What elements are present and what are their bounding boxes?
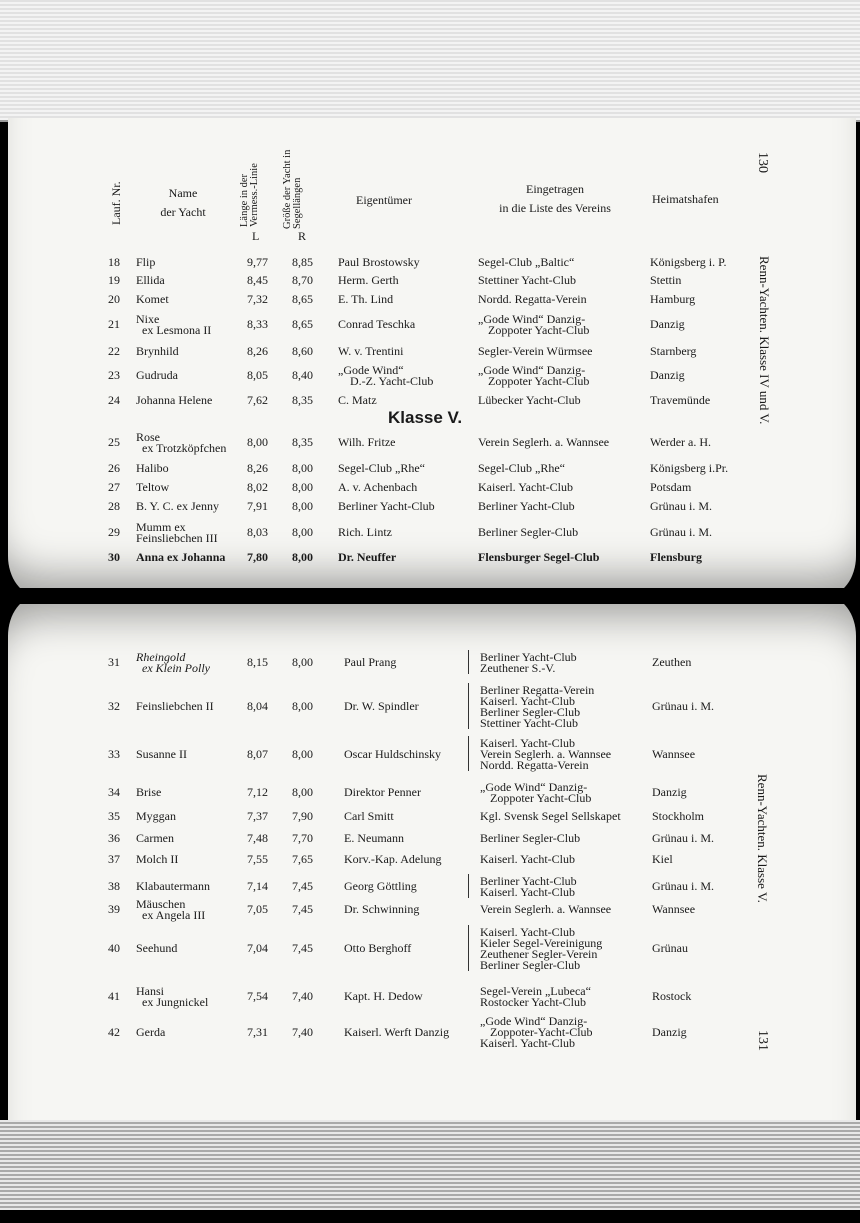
owner: Herm. Gerth: [338, 273, 399, 287]
club-entry: Kgl. Svensk Segel Sellskapet: [480, 809, 621, 823]
yacht-name: Klabautermann: [136, 879, 210, 893]
home-port: Flensburg: [650, 550, 703, 564]
size-r: 8,40: [292, 368, 313, 382]
club-brace: [468, 925, 475, 971]
home-port: Hamburg: [650, 292, 696, 306]
home-port: Potsdam: [650, 480, 692, 494]
size-r: 8,60: [292, 344, 313, 358]
club-entry: Zoppoter Yacht-Club: [488, 322, 590, 337]
length-l: 7,55: [247, 852, 268, 866]
home-port: Grünau i. M.: [650, 525, 712, 539]
home-port: Stettin: [650, 273, 682, 287]
size-r: 8,00: [292, 499, 313, 513]
club-brace: [468, 736, 475, 771]
length-l: 7,54: [247, 989, 268, 1003]
home-port: Danzig: [650, 368, 685, 382]
length-l: 7,80: [247, 550, 268, 564]
club-entry: Kaiserl. Yacht-Club: [480, 884, 575, 899]
size-r: 8,00: [292, 655, 313, 669]
length-l: 7,32: [247, 292, 268, 306]
home-port: Grünau i. M.: [652, 699, 714, 713]
length-l: 8,33: [247, 317, 268, 331]
home-port: Grünau i. M.: [650, 499, 712, 513]
home-port: Wannsee: [652, 747, 696, 761]
yacht-name: Gudruda: [136, 368, 178, 382]
club-entry: Kaiserl. Yacht-Club: [480, 852, 575, 866]
home-port: Zeuthen: [652, 655, 692, 669]
yacht-name: Teltow: [136, 480, 170, 494]
row-nr: 31: [108, 655, 120, 669]
length-l: 7,04: [247, 941, 268, 955]
home-port: Starnberg: [650, 344, 697, 358]
yacht-name: Flip: [136, 255, 156, 269]
club-entry: Segel-Club „Baltic“: [478, 255, 575, 269]
length-l: 9,77: [247, 255, 268, 269]
row-nr: 39: [108, 902, 120, 916]
club-brace: [468, 683, 475, 729]
size-r: 8,65: [292, 317, 313, 331]
row-nr: 42: [108, 1025, 120, 1039]
row-nr: 30: [108, 550, 120, 564]
yacht-name: Gerda: [136, 1025, 166, 1039]
yacht-name: Myggan: [136, 809, 176, 823]
club-entry: Berliner Segler-Club: [480, 704, 581, 719]
yacht-name: Brynhild: [136, 344, 179, 358]
club-entry: Flensburger Segel-Club: [478, 550, 600, 564]
home-port: Travemünde: [650, 393, 711, 407]
owner: Dr. Schwinning: [344, 902, 420, 916]
section-klasse-v: Klasse V.: [388, 408, 463, 427]
club-entry: Stettiner Yacht-Club: [478, 273, 576, 287]
home-port: Grünau: [652, 941, 688, 955]
header-eigentuemer: Eigentümer: [356, 193, 412, 207]
yacht-name: Komet: [136, 292, 169, 306]
header-heimatshafen: Heimatshafen: [652, 192, 719, 206]
row-nr: 25: [108, 435, 120, 449]
yacht-name: Nixe: [136, 311, 160, 326]
row-nr: 29: [108, 525, 120, 539]
book-top-edge: [0, 0, 860, 122]
length-l: 8,05: [247, 368, 268, 382]
length-l: 7,91: [247, 499, 268, 513]
club-entry: „Gode Wind“ Danzig-: [478, 311, 586, 326]
yacht-name: Feinsliebchen II: [136, 699, 214, 713]
yacht-name: Ellida: [136, 273, 165, 287]
club-entry: Kaiserl. Yacht-Club: [480, 1036, 575, 1050]
club-entry: Kaiserl. Yacht-Club: [478, 480, 573, 494]
size-r: 8,35: [292, 435, 313, 449]
size-r: 7,70: [292, 831, 313, 845]
owner: E. Neumann: [344, 831, 404, 845]
club-entry: Zeuthener S.-V.: [480, 660, 556, 675]
owner: Paul Prang: [344, 655, 397, 669]
yacht-name: ex Lesmona II: [142, 322, 212, 337]
yacht-name: ex Jungnickel: [142, 994, 209, 1009]
size-r: 8,00: [292, 699, 313, 713]
length-l: 7,62: [247, 393, 268, 407]
club-entry: Kaiserl. Yacht-Club: [480, 924, 575, 939]
club-entry: Berliner Regatta-Verein: [480, 682, 595, 697]
yacht-name: Halibo: [136, 461, 169, 475]
size-r: 8,65: [292, 292, 313, 306]
header-eingetragen-1: Eingetragen: [526, 182, 584, 196]
row-nr: 28: [108, 499, 120, 513]
yacht-name: Brise: [136, 785, 162, 799]
club-entry: Verein Seglerh. a. Wannsee: [480, 747, 612, 761]
owner: W. v. Trentini: [338, 344, 404, 358]
club-entry: Segler-Verein Würmsee: [478, 344, 593, 358]
size-r: 7,40: [292, 1025, 313, 1039]
club-entry: Rostocker Yacht-Club: [480, 994, 586, 1009]
home-port: Wannsee: [652, 902, 696, 916]
length-l: 7,12: [247, 785, 268, 799]
length-l: 7,14: [247, 879, 268, 893]
home-port: Grünau i. M.: [652, 831, 714, 845]
owner: Dr. Neuffer: [338, 550, 397, 564]
size-r: 8,85: [292, 255, 313, 269]
length-l: 7,37: [247, 809, 268, 823]
header-name-2: der Yacht: [160, 205, 206, 219]
yacht-name: Mäuschen: [136, 896, 186, 911]
club-entry: Nordd. Regatta-Verein: [478, 292, 587, 306]
length-l: 8,07: [247, 747, 268, 761]
home-port: Königsberg i. P.: [650, 255, 727, 269]
size-r: 7,45: [292, 879, 313, 893]
row-nr: 32: [108, 699, 120, 713]
club-entry: Berliner Segler-Club: [480, 831, 581, 845]
size-r: 7,45: [292, 902, 313, 916]
row-nr: 23: [108, 368, 120, 382]
owner: Segel-Club „Rhe“: [338, 461, 425, 475]
club-entry: „Gode Wind“ Danzig-: [480, 779, 588, 794]
size-r: 8,00: [292, 480, 313, 494]
club-entry: Verein Seglerh. a. Wannsee: [480, 902, 612, 916]
size-r: 8,00: [292, 550, 313, 564]
size-r: 7,45: [292, 941, 313, 955]
yacht-name: ex Trotzköpfchen: [142, 440, 227, 455]
club-entry: Zeuthener Segler-Verein: [480, 946, 598, 961]
row-nr: 18: [108, 255, 120, 269]
row-nr: 34: [108, 785, 120, 799]
owner: Oscar Huldschinsky: [344, 747, 441, 761]
length-l: 7,05: [247, 902, 268, 916]
club-entry: Zoppoter Yacht-Club: [488, 373, 590, 388]
row-nr: 24: [108, 393, 120, 407]
club-entry: Nordd. Regatta-Verein: [480, 758, 589, 772]
yacht-name: Seehund: [136, 941, 178, 955]
size-r: 8,00: [292, 747, 313, 761]
yacht-name: ex Angela III: [142, 907, 206, 922]
yacht-name: B. Y. C. ex Jenny: [136, 499, 220, 513]
owner: Kaiserl. Werft Danzig: [344, 1025, 450, 1039]
owner: Kapt. H. Dedow: [344, 989, 423, 1003]
club-entry: Kieler Segel-Vereinigung: [480, 935, 603, 950]
size-r: 8,00: [292, 785, 313, 799]
length-l: 8,00: [247, 435, 268, 449]
row-nr: 22: [108, 344, 120, 358]
owner: D.-Z. Yacht-Club: [350, 373, 434, 388]
size-r: 7,90: [292, 809, 313, 823]
club-brace: [468, 874, 475, 898]
length-l: 8,02: [247, 480, 268, 494]
length-l: 8,45: [247, 273, 268, 287]
length-l: 8,03: [247, 525, 268, 539]
home-port: Rostock: [652, 989, 692, 1003]
club-entry: Stettiner Yacht-Club: [480, 715, 578, 730]
club-brace: [468, 650, 475, 674]
yacht-name: Anna ex Johanna: [136, 550, 226, 564]
club-entry: Kaiserl. Yacht-Club: [480, 693, 575, 708]
row-nr: 21: [108, 317, 120, 331]
yacht-name: Rheingold: [136, 649, 186, 664]
size-r: 8,00: [292, 525, 313, 539]
owner: Georg Göttling: [344, 879, 417, 893]
page-number-131: 131: [755, 1030, 770, 1051]
length-l: 8,26: [247, 344, 268, 358]
size-r: 7,65: [292, 852, 313, 866]
owner: Otto Berghoff: [344, 941, 412, 955]
owner: Rich. Lintz: [338, 525, 392, 539]
row-nr: 41: [108, 989, 120, 1003]
yacht-name: Rose: [136, 429, 160, 444]
home-port: Königsberg i.Pr.: [650, 461, 729, 475]
home-port: Danzig: [652, 1025, 687, 1039]
owner: Carl Smitt: [344, 809, 394, 823]
owner: Wilh. Fritze: [338, 435, 396, 449]
club-entry: Zoppoter-Yacht-Club: [490, 1025, 593, 1039]
length-l: 8,15: [247, 655, 268, 669]
owner: Paul Brostowsky: [338, 255, 420, 269]
home-port: Stockholm: [652, 809, 705, 823]
row-nr: 37: [108, 852, 120, 866]
owner: A. v. Achenbach: [338, 480, 418, 494]
row-nr: 20: [108, 292, 120, 306]
book-gutter: [0, 588, 860, 604]
home-port: Werder a. H.: [650, 435, 712, 449]
club-entry: Zoppoter Yacht-Club: [490, 790, 592, 805]
length-l: 7,48: [247, 831, 268, 845]
length-l: 7,31: [247, 1025, 268, 1039]
club-entry: Verein Seglerh. a. Wannsee: [478, 435, 610, 449]
club-entry: „Gode Wind“ Danzig-: [480, 1014, 588, 1028]
home-port: Danzig: [650, 317, 685, 331]
size-r: 7,40: [292, 989, 313, 1003]
club-entry: Berliner Segler-Club: [478, 525, 579, 539]
home-port: Kiel: [652, 852, 673, 866]
club-entry: Kaiserl. Yacht-Club: [480, 736, 575, 750]
club-entry: Berliner Segler-Club: [480, 957, 581, 972]
row-nr: 27: [108, 480, 120, 494]
yacht-name: Johanna Helene: [136, 393, 213, 407]
home-port: Grünau i. M.: [652, 879, 714, 893]
owner: Korv.-Kap. Adelung: [344, 852, 442, 866]
row-nr: 19: [108, 273, 120, 287]
header-r: R: [298, 229, 307, 243]
header-groesse: Größe der Yacht in Segellängen: [282, 149, 303, 229]
club-entry: „Gode Wind“ Danzig-: [478, 362, 586, 377]
owner: Direktor Penner: [344, 785, 421, 799]
row-nr: 26: [108, 461, 120, 475]
club-entry: Berliner Yacht-Club: [480, 873, 577, 888]
yacht-name: ex Klein Polly: [142, 660, 210, 675]
yacht-name: Carmen: [136, 831, 174, 845]
book-bottom-edge: [0, 1120, 860, 1210]
club-entry: Lübecker Yacht-Club: [478, 393, 581, 407]
length-l: 8,04: [247, 699, 268, 713]
row-nr: 35: [108, 809, 120, 823]
yacht-name: Feinsliebchen III: [136, 530, 218, 545]
owner: C. Matz: [338, 393, 377, 407]
home-port: Danzig: [652, 785, 687, 799]
club-entry: Berliner Yacht-Club: [480, 649, 577, 664]
yacht-name: Hansi: [136, 983, 164, 998]
length-l: 8,26: [247, 461, 268, 475]
owner: E. Th. Lind: [338, 292, 394, 306]
size-r: 8,00: [292, 461, 313, 475]
row-nr: 36: [108, 831, 120, 845]
size-r: 8,35: [292, 393, 313, 407]
header-name-1: Name: [168, 186, 198, 200]
size-r: 8,70: [292, 273, 313, 287]
running-head-top: Renn-Yachten. Klasse IV und V.: [757, 256, 772, 425]
owner: Conrad Teschka: [338, 317, 416, 331]
club-entry: Berliner Yacht-Club: [478, 499, 575, 513]
header-eingetragen-2: in die Liste des Vereins: [499, 201, 611, 215]
row-nr: 33: [108, 747, 120, 761]
header-lauf-nr: Lauf. Nr.: [109, 181, 123, 225]
club-entry: Segel-Club „Rhe“: [478, 461, 565, 475]
owner: „Gode Wind“: [338, 362, 404, 377]
club-entry: Segel-Verein „Lubeca“: [480, 983, 591, 998]
page-number-130: 130: [755, 152, 770, 173]
header-laenge: Länge in der Vermess.-Linie: [239, 163, 260, 227]
row-nr: 38: [108, 879, 120, 893]
yacht-name: Molch II: [136, 852, 179, 866]
yacht-name: Susanne II: [136, 747, 187, 761]
owner: Berliner Yacht-Club: [338, 499, 435, 513]
owner: Dr. W. Spindler: [344, 699, 419, 713]
running-head-bottom: Renn-Yachten. Klasse V.: [755, 774, 770, 903]
header-l: L: [252, 229, 260, 243]
row-nr: 40: [108, 941, 120, 955]
yacht-name: Mumm ex: [136, 519, 186, 534]
